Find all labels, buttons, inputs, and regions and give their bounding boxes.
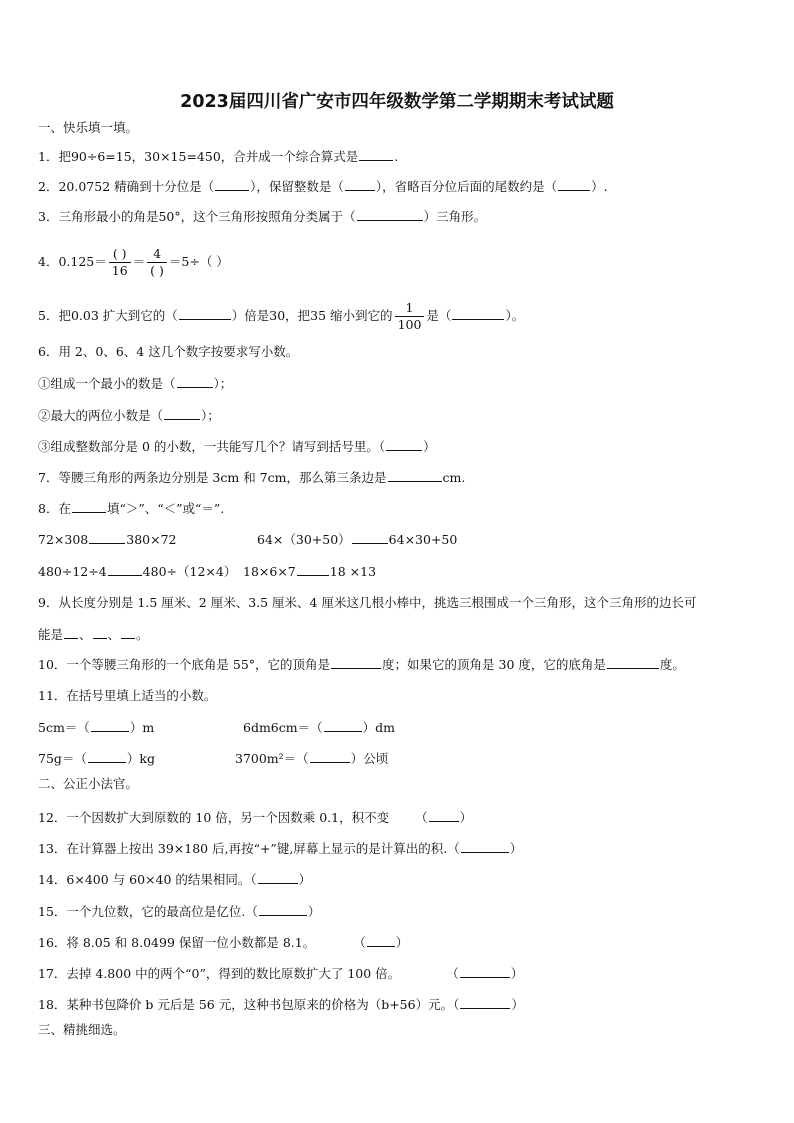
question-4 (38, 243, 229, 283)
question-13-part: ） (509, 841, 523, 856)
question-8-part: 8．在 (38, 501, 71, 516)
question-16-part: （ (353, 935, 366, 950)
question-5 (38, 297, 524, 337)
question-16-part: 16．将 8.05 和 8.0499 保留一位小数都是 8.1。 (38, 935, 316, 950)
question-17-part: 17．去掉 4.800 中的两个“0”，得到的数比原数扩大了 100 倍。 (38, 966, 401, 981)
fraction-denominator[interactable]: ( ) (150, 263, 164, 278)
question-5-part: 5．把0.03 扩大到它的（ (38, 308, 178, 323)
answer-blank[interactable] (310, 750, 350, 763)
answer-blank[interactable] (297, 563, 329, 576)
convert-text: ）公顷 (350, 751, 389, 766)
question-18-part: 18．某种书包降价 b 元后是 56 元，这种书包原来的价格为（b+56）元。（ (38, 997, 460, 1012)
question-4-prefix: 4．0.125＝ (38, 254, 107, 269)
fraction-2 (147, 246, 167, 279)
question-6-item-text: ③组成整数部分是 0 的小数，一共能写几个？请写到括号里。（ (38, 439, 386, 454)
answer-blank[interactable] (121, 626, 135, 639)
convert-text: ）m (129, 720, 155, 735)
convert-4 (235, 750, 388, 767)
answer-blank[interactable] (607, 656, 659, 669)
question-6-item-text: ）； (201, 408, 220, 423)
fraction-denominator: 100 (397, 317, 422, 332)
question-17 (38, 965, 523, 982)
section-heading-2: 二、公正小法官。 (38, 776, 139, 791)
question-14-part: 14．6×400 与 60×40 的结果相同。（ (38, 872, 257, 887)
answer-blank (72, 500, 106, 513)
question-9-line-2 (38, 626, 149, 643)
convert-text: 3700m²＝（ (235, 751, 309, 766)
question-14 (38, 871, 311, 888)
question-15-part: 15．一个九位数，它的最高位是亿位.（ (38, 904, 258, 919)
question-12-part: （ (415, 810, 428, 825)
separator: 、 (79, 627, 92, 642)
fraction-1 (109, 246, 131, 279)
answer-blank[interactable] (460, 965, 510, 978)
section-heading-1: 一、快乐填一填。 (38, 120, 139, 135)
compare-left: 18×6×7 (243, 564, 296, 579)
fraction-numerator: 1 (405, 300, 414, 315)
compare-right: 480÷（12×4） (142, 564, 237, 579)
answer-blank[interactable] (89, 531, 125, 544)
answer-blank[interactable] (91, 719, 129, 732)
compare-left: 64×（30+50） (257, 532, 351, 547)
convert-text: 75g＝（ (38, 751, 87, 766)
question-3-part: 3．三角形最小的角是50°，这个三角形按照角分类属于（ (38, 209, 356, 224)
question-5-part: ）倍是30，把35 缩小到它的 (231, 308, 393, 323)
question-5-part: 是（ (426, 308, 452, 323)
question-9-part: 能是 (38, 627, 64, 642)
compare-left: 72×308 (38, 532, 89, 547)
compare-1 (38, 531, 177, 548)
question-12-part: 12．一个因数扩大到原数的 10 倍，另一个因数乘 0.1，积不变 (38, 810, 390, 825)
answer-blank[interactable] (259, 903, 307, 916)
question-6-item-text: ②最大的两位小数是（ (38, 408, 164, 423)
question-3 (38, 208, 486, 225)
question-8-part: 填“＞”、“＜”或“＝”. (106, 501, 225, 516)
question-15-part: ） (307, 904, 321, 919)
fraction-1-100 (395, 300, 425, 333)
question-18 (38, 996, 524, 1013)
convert-2 (243, 719, 395, 736)
answer-blank[interactable] (461, 840, 509, 853)
question-2-part: ），省略百分位后面的尾数约是（ (375, 179, 558, 194)
question-6-item-3 (38, 438, 436, 455)
compare-right: 64×30+50 (388, 532, 458, 547)
answer-blank[interactable] (345, 178, 375, 191)
question-8-stem (38, 500, 224, 517)
question-10 (38, 656, 685, 673)
question-12-part: ） (459, 810, 473, 825)
question-9-part: 。 (136, 627, 149, 642)
question-14-part: ） (298, 872, 312, 887)
question-12 (38, 809, 472, 826)
question-16-part: ） (395, 935, 409, 950)
convert-text: 6dm6cm＝（ (243, 720, 323, 735)
compare-3 (38, 563, 236, 580)
answer-blank[interactable] (177, 375, 213, 388)
question-10-part: 度；如果它的顶角是 30 度，它的底角是 (382, 657, 606, 672)
answer-blank[interactable] (258, 871, 298, 884)
answer-blank[interactable] (359, 148, 393, 161)
question-1-tail: . (394, 149, 399, 164)
question-6-item-text: ） (423, 439, 436, 454)
equals-sign: ＝ (132, 254, 146, 269)
question-11-stem: 11．在括号里填上适当的小数。 (38, 688, 217, 703)
answer-blank[interactable] (452, 307, 504, 320)
answer-blank[interactable] (64, 626, 78, 639)
question-16 (38, 934, 408, 951)
answer-blank[interactable] (164, 407, 200, 420)
answer-blank[interactable] (88, 750, 126, 763)
question-13 (38, 840, 522, 857)
compare-left: 480÷12÷4 (38, 564, 107, 579)
answer-blank[interactable] (324, 719, 362, 732)
convert-text: 5cm＝（ (38, 720, 90, 735)
question-13-part: 13．在计算器上按出 39×180 后,再按“+”键,屏幕上显示的是计算出的积.（ (38, 841, 460, 856)
question-3-part: ）三角形。 (423, 209, 487, 224)
question-1-text: 1．把90÷6=15，30×15=450，合并成一个综合算式是 (38, 149, 359, 164)
convert-text: ）dm (362, 720, 395, 735)
question-4-tail: ＝5÷（ ） (168, 254, 229, 269)
question-2-part: ）. (591, 179, 608, 194)
question-18-part: ） (511, 997, 524, 1012)
answer-blank[interactable] (386, 438, 422, 451)
answer-blank[interactable] (331, 656, 381, 669)
question-7-part: cm. (442, 470, 466, 485)
answer-blank[interactable] (93, 626, 107, 639)
separator: 、 (107, 627, 121, 642)
answer-blank[interactable] (429, 809, 459, 822)
question-17-part: ） (510, 966, 524, 981)
answer-blank[interactable] (357, 208, 423, 221)
compare-right: 380×72 (126, 532, 177, 547)
question-15 (38, 903, 320, 920)
compare-right: 18 ×13 (329, 564, 377, 579)
fraction-numerator: 4 (153, 246, 162, 261)
answer-blank[interactable] (215, 178, 249, 191)
question-6-item-text: ）； (213, 376, 233, 391)
question-6-item-text: ①组成一个最小的数是（ (38, 376, 176, 391)
question-2-part: 2．20.0752 精确到十分位是（ (38, 179, 215, 194)
page-title: 2023届四川省广安市四年级数学第二学期期末考试试题 (180, 92, 614, 112)
question-1 (38, 148, 398, 165)
convert-text: ）kg (126, 751, 155, 766)
answer-blank[interactable] (352, 531, 388, 544)
answer-blank[interactable] (388, 469, 442, 482)
question-10-part: 度。 (659, 657, 685, 672)
convert-3 (38, 750, 155, 767)
question-2-part: ），保留整数是（ (250, 179, 344, 194)
answer-blank[interactable] (179, 307, 231, 320)
fraction-numerator[interactable]: ( ) (112, 246, 127, 261)
fraction-denominator: 16 (111, 263, 128, 278)
compare-4 (243, 563, 376, 580)
question-17-part: （ (446, 966, 459, 981)
compare-2 (257, 531, 457, 548)
question-6-item-1 (38, 375, 232, 392)
question-5-part: ）。 (505, 308, 525, 323)
answer-blank[interactable] (367, 934, 395, 947)
convert-1 (38, 719, 154, 736)
question-6-stem: 6．用 2、0、6、4 这几个数字按要求写小数。 (38, 344, 299, 359)
section-heading-3: 三、精挑细选。 (38, 1022, 126, 1037)
question-7 (38, 469, 465, 486)
answer-blank[interactable] (460, 996, 510, 1009)
question-6-item-2 (38, 407, 220, 424)
question-2 (38, 178, 608, 195)
question-9-line-1: 9．从长度分别是 1.5 厘米、2 厘米、3.5 厘米、4 厘米这几根小棒中，挑选三根围成一个三角形，这个三角形的边长可 (38, 595, 697, 610)
answer-blank[interactable] (558, 178, 590, 191)
question-7-part: 7．等腰三角形的两条边分别是 3cm 和 7cm，那么第三条边是 (38, 470, 387, 485)
answer-blank[interactable] (108, 563, 142, 576)
question-10-part: 10．一个等腰三角形的一个底角是 55°，它的顶角是 (38, 657, 331, 672)
